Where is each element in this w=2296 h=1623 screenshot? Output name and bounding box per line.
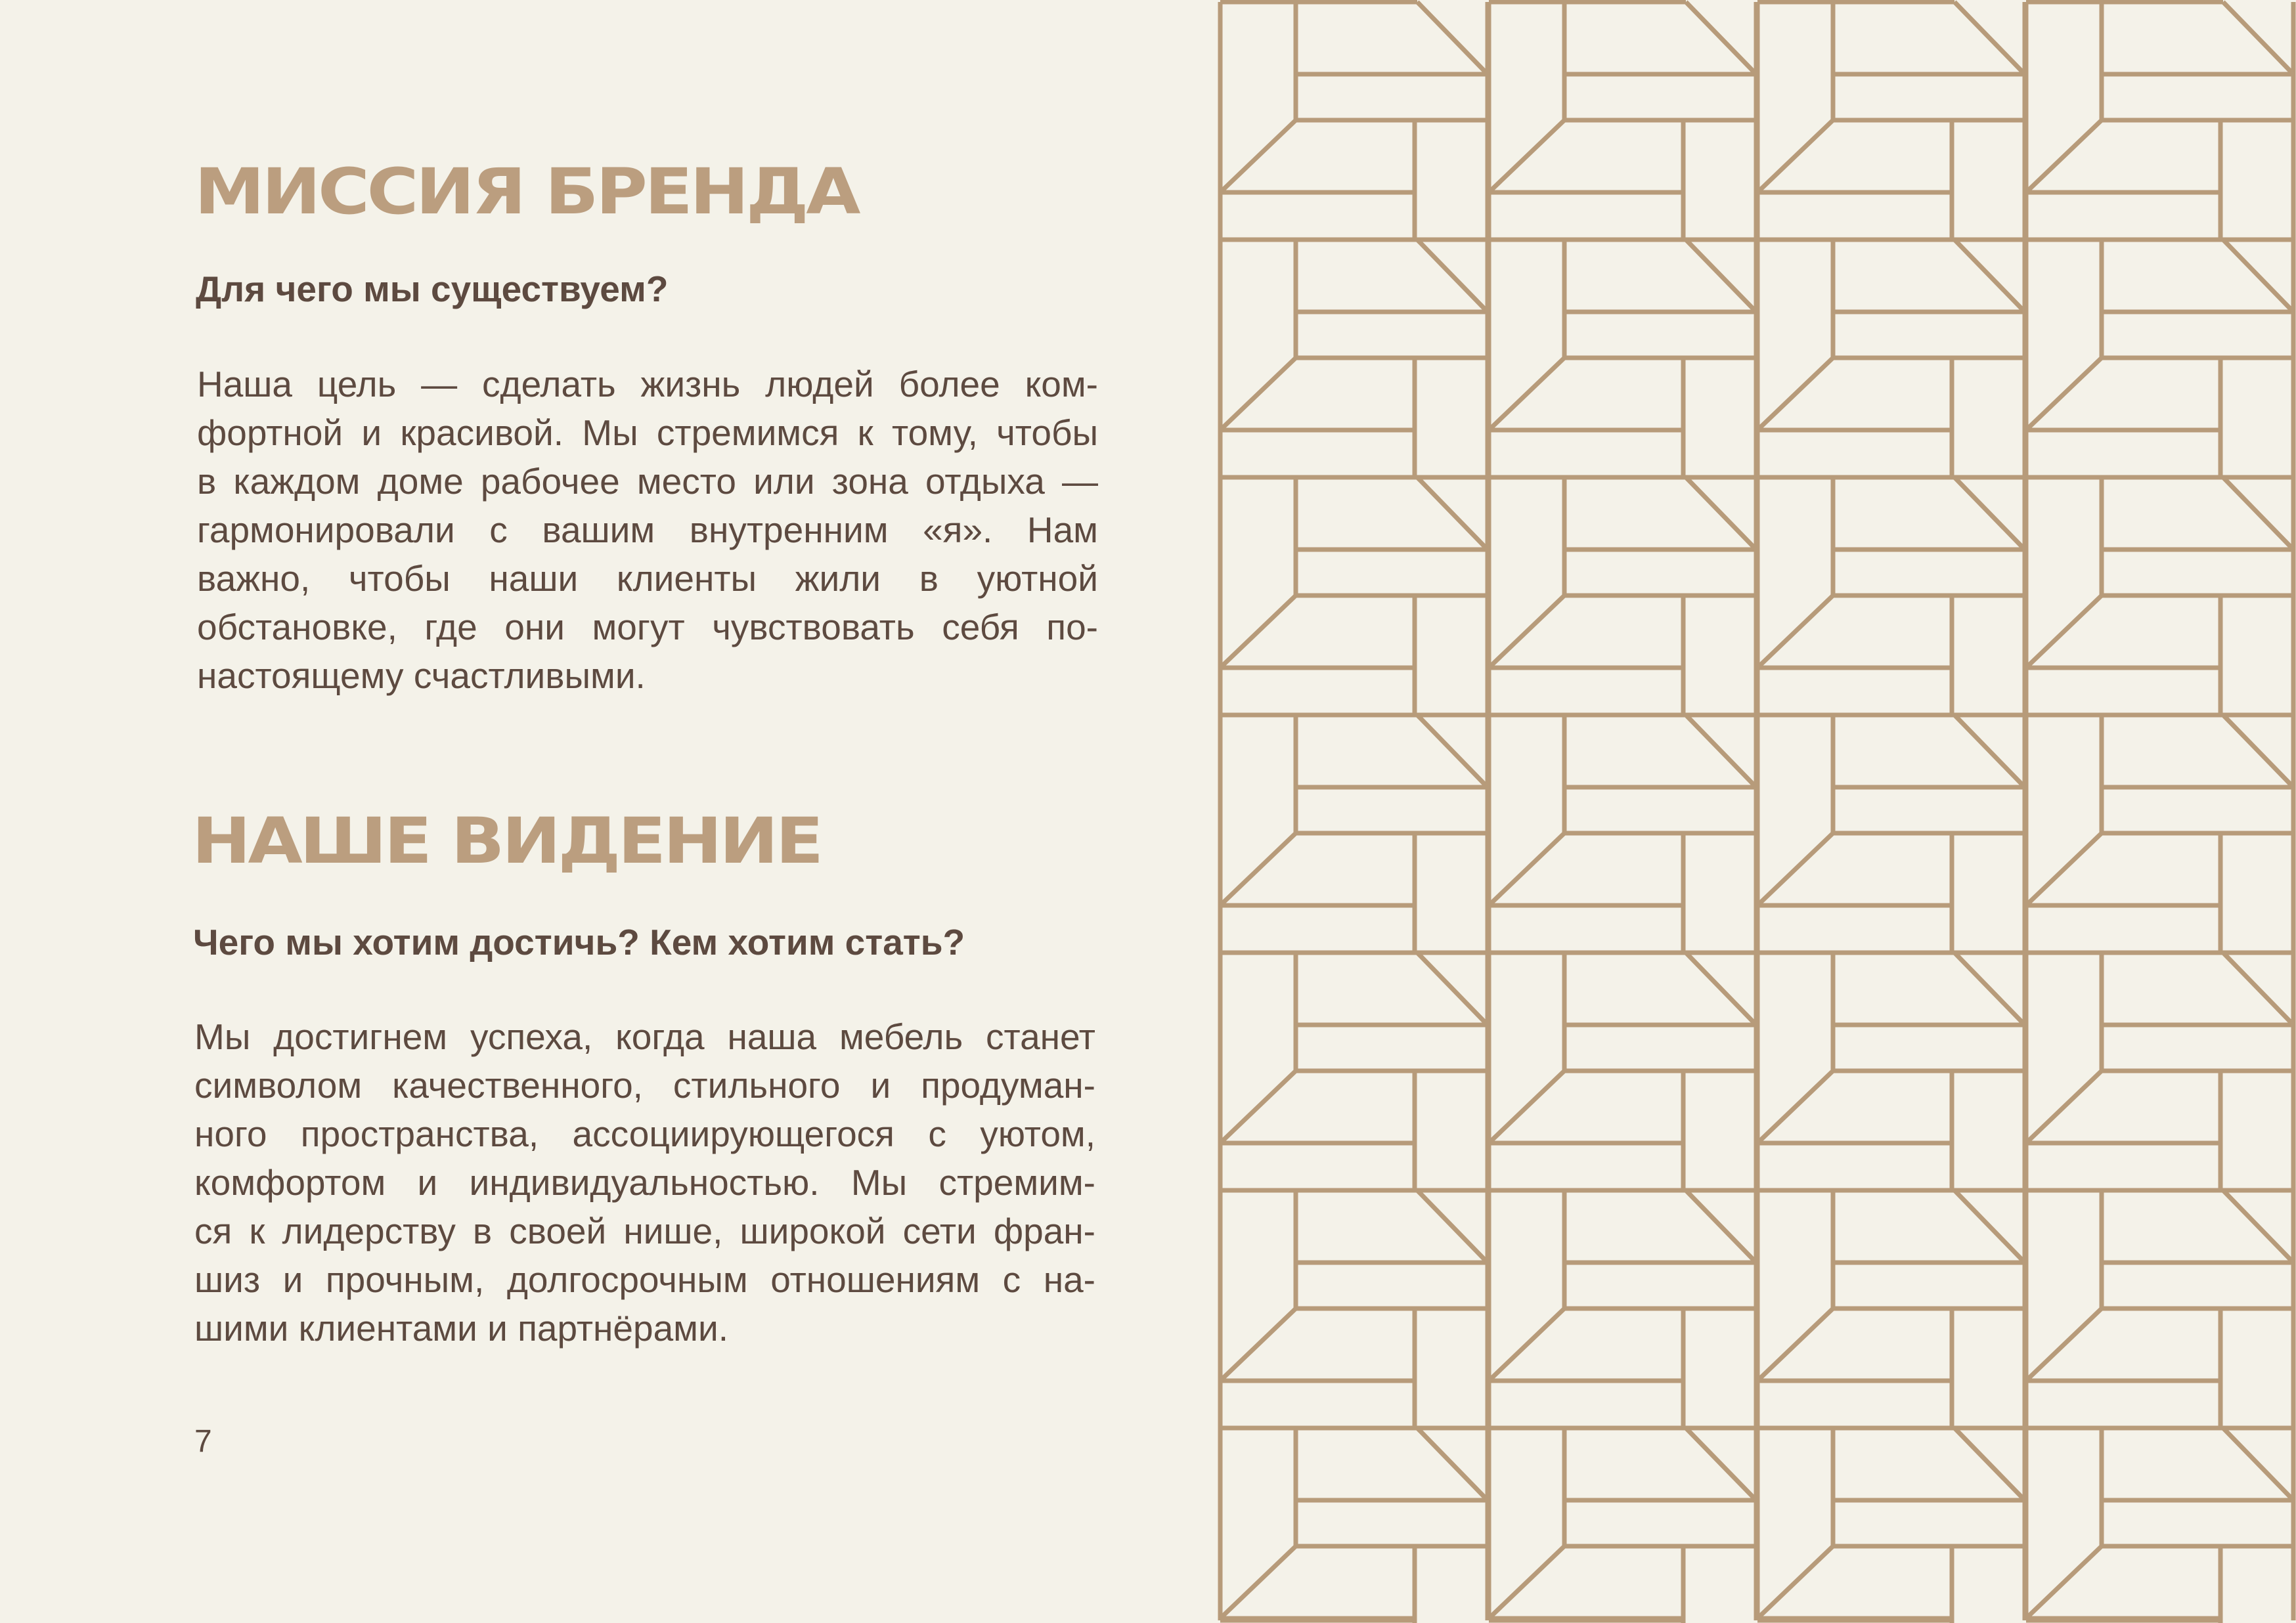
pattern-line [1220,1071,1296,1143]
vision-paragraph [194,1012,1095,1352]
pattern-line [1686,715,1756,787]
mission-heading: МИССИЯ БРЕНДА [194,155,858,228]
pattern-line [1489,1071,1564,1143]
pattern-line [1686,2,1756,74]
pattern-svg [1215,0,2296,1623]
pattern-line [1417,240,1488,312]
pattern-line [2026,358,2102,430]
pattern-line [2223,1428,2293,1500]
vision-line: символом качественного, стильного и продуман- [194,1065,1095,1106]
pattern-line [1489,1309,1564,1381]
pattern-line [1417,477,1488,550]
pattern-line [1686,1428,1756,1500]
pattern-line [2026,1546,2102,1618]
pattern-line [1489,120,1564,192]
pattern-line [1686,953,1756,1025]
pattern-line [1686,477,1756,550]
mission-line: фортной и красивой. Мы стремимся к тому, чтобы [197,412,1098,453]
mission-paragraph [197,360,1098,700]
pattern-line [1489,358,1564,430]
pattern-line [1220,1546,1296,1618]
pattern-line [2223,477,2293,550]
pattern-line [1417,2,1488,74]
vision-line: ного пространства, ассоциирующегося с уютом, [194,1114,1095,1154]
vision-line: шими клиентами и партнёрами. [194,1308,728,1349]
mission-line: Наша цель — сделать жизнь людей более ком- [197,364,1098,404]
pattern-line [1686,240,1756,312]
pattern-line [1686,1190,1756,1263]
pattern-line [1417,1190,1488,1263]
page-number: 7 [194,1424,212,1459]
pattern-line [2026,833,2102,905]
vision-line: комфортом и индивидуальностью. Мы стремим- [194,1162,1095,1203]
pattern-line [2223,715,2293,787]
mission-question: Для чего мы существуем? [196,269,669,309]
vision-line: Мы достигнем успеха, когда наша мебель станет [194,1016,1095,1057]
pattern-line [1954,715,2025,787]
pattern-line [1757,358,1833,430]
pattern-line [1954,953,2025,1025]
pattern-line [2026,595,2102,668]
mission-line: обстановке, где они могут чувствовать себя по- [197,607,1098,647]
pattern-line [1757,1309,1833,1381]
pattern-line [1757,120,1833,192]
pattern-line [1757,1071,1833,1143]
pattern-line [1954,1428,2025,1500]
pattern-line [1757,833,1833,905]
mission-line: в каждом доме рабочее место или зона отдыха — [197,461,1098,502]
pattern-line [2026,1071,2102,1143]
mission-line: важно, чтобы наши клиенты жили в уютной [197,558,1098,599]
pattern-line [1954,1190,2025,1263]
mission-line: настоящему счастливыми. [197,655,646,696]
pattern-line [1220,1309,1296,1381]
pattern-line [1220,595,1296,668]
pattern-line [2026,120,2102,192]
pattern-line [1489,595,1564,668]
pattern-line [2223,1190,2293,1263]
vision-heading: НАШЕ ВИДЕНИЕ [192,804,821,878]
pattern-line [1757,1546,1833,1618]
pattern-line [1489,1546,1564,1618]
geometric-pattern [1215,0,2296,1623]
pattern-line [1220,833,1296,905]
pattern-line [1417,953,1488,1025]
pattern-lines [1220,2,2293,1623]
pattern-line [1757,595,1833,668]
pattern-line [2223,953,2293,1025]
pattern-line [1220,358,1296,430]
pattern-line [2223,2,2293,74]
pattern-line [1954,2,2025,74]
pattern-line [1489,833,1564,905]
pattern-line [1220,120,1296,192]
pattern-line [1954,477,2025,550]
pattern-line [2026,1309,2102,1381]
vision-line: ся к лидерству в своей нише, широкой сети фран- [194,1211,1095,1251]
mission-line: гармонировали с вашим внутренним «я». Нам [197,509,1098,550]
vision-line: шиз и прочным, долгосрочным отношениям с на- [194,1259,1095,1300]
pattern-line [1417,715,1488,787]
pattern-line [1417,1428,1488,1500]
pattern-line [1954,240,2025,312]
vision-question: Чего мы хотим достичь? Кем хотим стать? [193,922,965,963]
pattern-line [2223,240,2293,312]
